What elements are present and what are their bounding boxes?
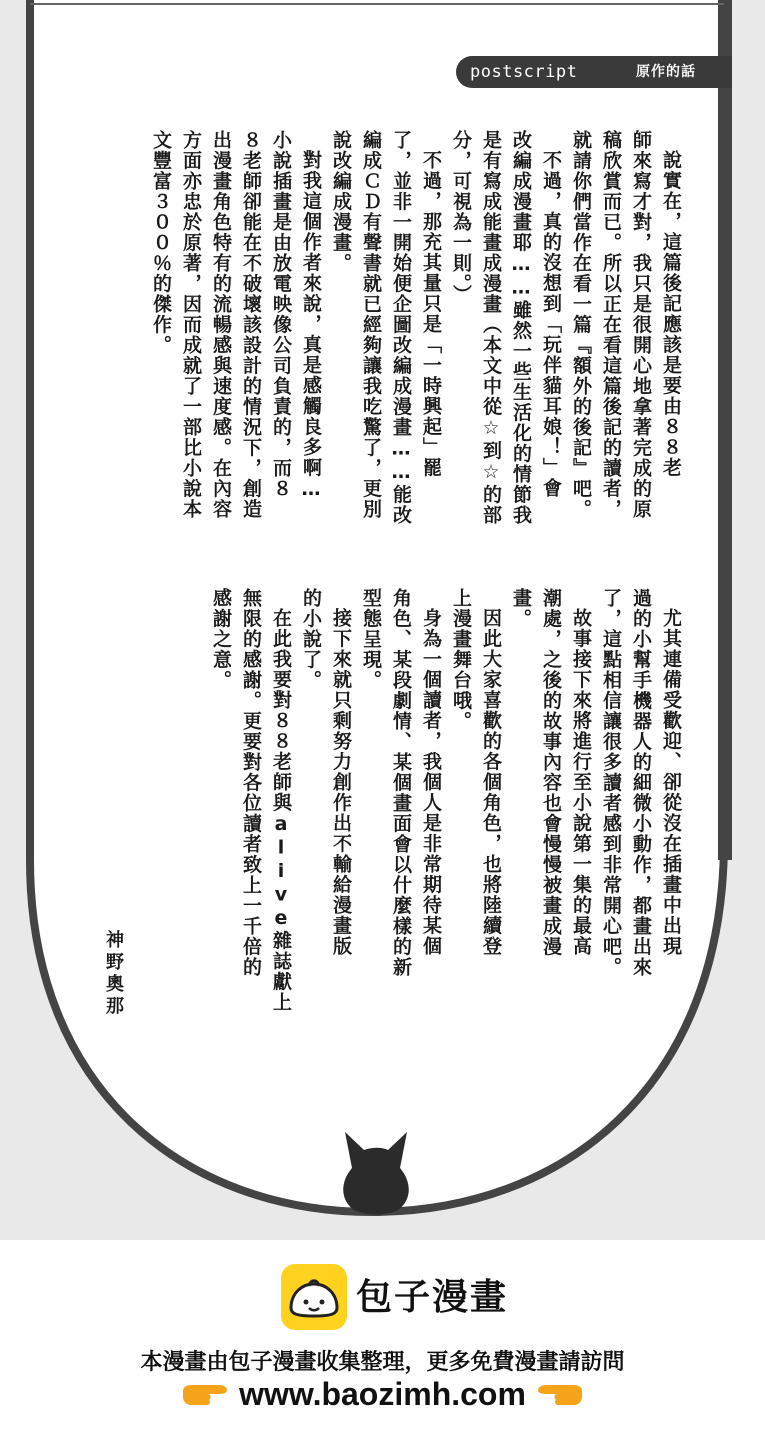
site-url-link[interactable]: www.baozimh.com — [239, 1375, 526, 1412]
text-line: 過的小幫手機器人的細微小動作，都畫出來 — [630, 588, 652, 978]
url-row — [0, 1374, 765, 1414]
text-line: 對我這個作者來說，真是感觸良多啊… — [300, 150, 322, 502]
text-line: 尤其連備受歡迎、卻從沒在插畫中出現 — [660, 608, 682, 957]
text-line: 了，這點相信讓很多讀者感到非常開心吧。 — [600, 588, 622, 978]
text-line: 的小說了。 — [300, 588, 322, 691]
baozi-logo-icon[interactable] — [281, 1264, 347, 1330]
postscript-label: postscript — [470, 62, 578, 82]
text-line: 不過，那充其量只是「一時興起」罷 — [420, 150, 442, 478]
text-line: 編成ＣＤ有聲書就已經夠讓我吃驚了，更別 — [360, 130, 382, 520]
text-line: 上漫畫舞台哦。 — [450, 588, 472, 732]
text-line: 不過，真的沒想到「玩伴貓耳娘！」會 — [540, 150, 562, 499]
brand-name: 包子漫畫 — [356, 1277, 509, 1318]
postscript-top-column — [104, 130, 684, 560]
text-line: 身為一個讀者，我個人是非常期待某個 — [420, 608, 442, 957]
text-line: 無限的感謝。更要對各位讀者致上一千倍的 — [240, 588, 262, 978]
text-line: 稿欣賞而已。所以正在看這篇後記的讀者， — [600, 130, 622, 520]
text-line: 小說插畫是由放電映像公司負責的，而８ — [270, 130, 292, 499]
text-line: 出漫畫角色特有的流暢感與速度感。在內容 — [210, 130, 232, 520]
right-bar — [718, 0, 732, 860]
text-line: 說實在，這篇後記應該是要由８８老 — [660, 150, 682, 478]
text-line: 分，可視為一則。） — [450, 130, 472, 305]
text-line: 師來寫才對，我只是很開心地拿著完成的原 — [630, 130, 652, 520]
pointing-left-hand-icon — [536, 1381, 584, 1407]
text-line: 就請你們當作在看一篇『額外的後記』吧。 — [570, 130, 592, 520]
postscript-bottom-column — [95, 588, 684, 1043]
text-line: 方面亦忠於原著，因而成就了一部比小說本 — [180, 130, 202, 520]
text-line: 角色、某段劇情、某個畫面會以什麼樣的新 — [390, 588, 412, 978]
text-line: 是有寫成能畫成漫畫（本文中從☆到☆的部 — [480, 130, 502, 526]
pointing-right-hand-icon — [181, 1381, 229, 1407]
text-line: 潮處，之後的故事內容也會慢慢被畫成漫 — [540, 588, 562, 957]
text-line: 在此我要對８８老師與alive雜誌獻上 — [270, 608, 292, 1013]
text-line: 因此大家喜歡的各個角色，也將陸續登 — [480, 608, 502, 957]
text-line: 故事接下來將進行至小說第一集的最高 — [570, 608, 592, 957]
footer-note: 本漫畫由包子漫畫收集整理，更多免費漫畫請訪問 — [140, 1350, 625, 1375]
text-line: 畫。 — [510, 588, 532, 629]
text-line: 文豐富３００％的傑作。 — [150, 130, 172, 356]
author-signature: 神野奧那 — [103, 930, 124, 1018]
text-line: 型態呈現。 — [360, 588, 382, 691]
text-line: ８老師卻能在不破壞該設計的情況下，創造 — [240, 130, 262, 520]
text-line: 接下來就只剩努力創作出不輸給漫畫版 — [330, 608, 352, 957]
text-line: 改編成漫畫耶……雖然一些生活化的情節我 — [510, 130, 532, 526]
section-title: 原作的話 — [636, 64, 696, 80]
text-line: 說改編成漫畫。 — [330, 130, 352, 274]
text-line: 了，並非一開始便企圖改編成漫畫……能改 — [390, 130, 412, 526]
text-line: 感謝之意。 — [210, 588, 232, 691]
